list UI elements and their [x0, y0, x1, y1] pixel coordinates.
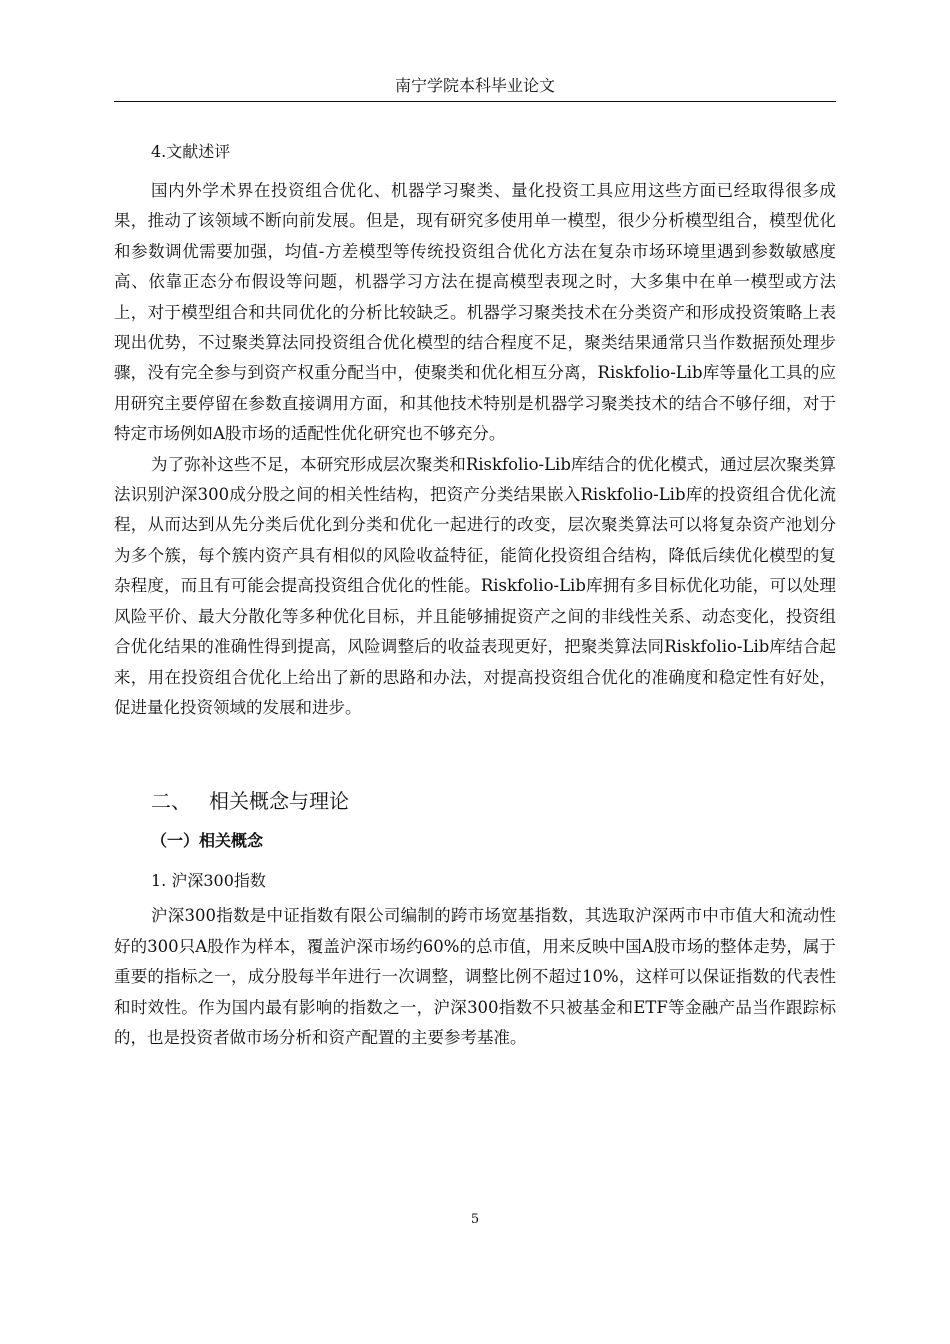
spacer	[114, 723, 836, 781]
body-paragraph: 为了弥补这些不足，本研究形成层次聚类和Riskfolio-Lib库结合的优化模式，通过层次聚类算法识别沪深300成分股之间的相关性结构，把资产分类结果嵌入Riskfolio-Lib库的投资组合优化流程，从而达到从先分类后优化到分类和优化一起进行的改变，层次聚类算法可以将复杂资产池划分为多个簇，每个簇内资产具有相似的风险收益特征，能简化投资组合结构，降低后续优化模型的复杂程度，而且有可能会提高投资组合优化的性能。Riskfolio-Lib库拥有多目标优化功能，可以处理风险平价、最大分散化等多种优化目标，并且能够捕捉资产之间的非线性关系、动态变化，投资组合优化结果的准确性得到提高，风险调整后的收益表现更好，把聚类算法同Riskfolio-Lib库结合起来，用在投资组合优化上给出了新的思路和办法，对提高投资组合优化的准确度和稳定性有好处，促进量化投资领域的发展和进步。	[114, 454, 836, 717]
body-paragraph: 国内外学术界在投资组合优化、机器学习聚类、量化投资工具应用这些方面已经取得很多成果，推动了该领域不断向前发展。但是，现有研究多使用单一模型，很少分析模型组合，模型优化和参数调优需要加强，均值-方差模型等传统投资组合优化方法在复杂市场环境里遇到参数敏感度高、依靠正态分布假设等问题，机器学习方法在提高模型表现之时，大多集中在单一模型或方法上，对于模型组合和共同优化的分析比较缺乏。机器学习聚类技术在分类资产和形成投资策略上表现出优势，不过聚类算法同投资组合优化模型的结合程度不足，聚类结果通常只当作数据预处理步骤，没有完全参与到资产权重分配当中，使聚类和优化相互分离，Riskfolio-Lib库等量化工具的应用研究主要停留在参数直接调用方面，和其他技术特别是机器学习聚类技术的结合不够仔细，对于特定市场例如A股市场的适配性优化研究也不够充分。	[114, 181, 836, 444]
section-heading: （一）相关概念	[151, 831, 264, 851]
page-content	[114, 134, 836, 1053]
chapter-title: 相关概念与理论	[209, 789, 349, 814]
item-heading: 1. 沪深300指数	[151, 871, 266, 891]
body-paragraph: 沪深300指数是中证指数有限公司编制的跨市场宽基指数，其选取沪深两市中市值大和流动性好的300只A股作为样本，覆盖沪深市场约60%的总市值，用来反映中国A股市场的整体走势，属于重要的指标之一，成分股每半年进行一次调整，调整比例不超过10%，这样可以保证指数的代表性和时效性。作为国内最有影响的指数之一，沪深300指数不只被基金和ETF等金融产品当作跟踪标的，也是投资者做市场分析和资产配置的主要参考基准。	[114, 906, 836, 1047]
header-divider	[114, 101, 836, 102]
chapter-number: 二、	[151, 789, 191, 814]
running-header: 南宁学院本科毕业论文	[394, 76, 555, 95]
page-number: 5	[470, 1212, 480, 1227]
literature-review-heading: 4.文献述评	[151, 142, 231, 161]
chapter-heading	[114, 781, 836, 821]
